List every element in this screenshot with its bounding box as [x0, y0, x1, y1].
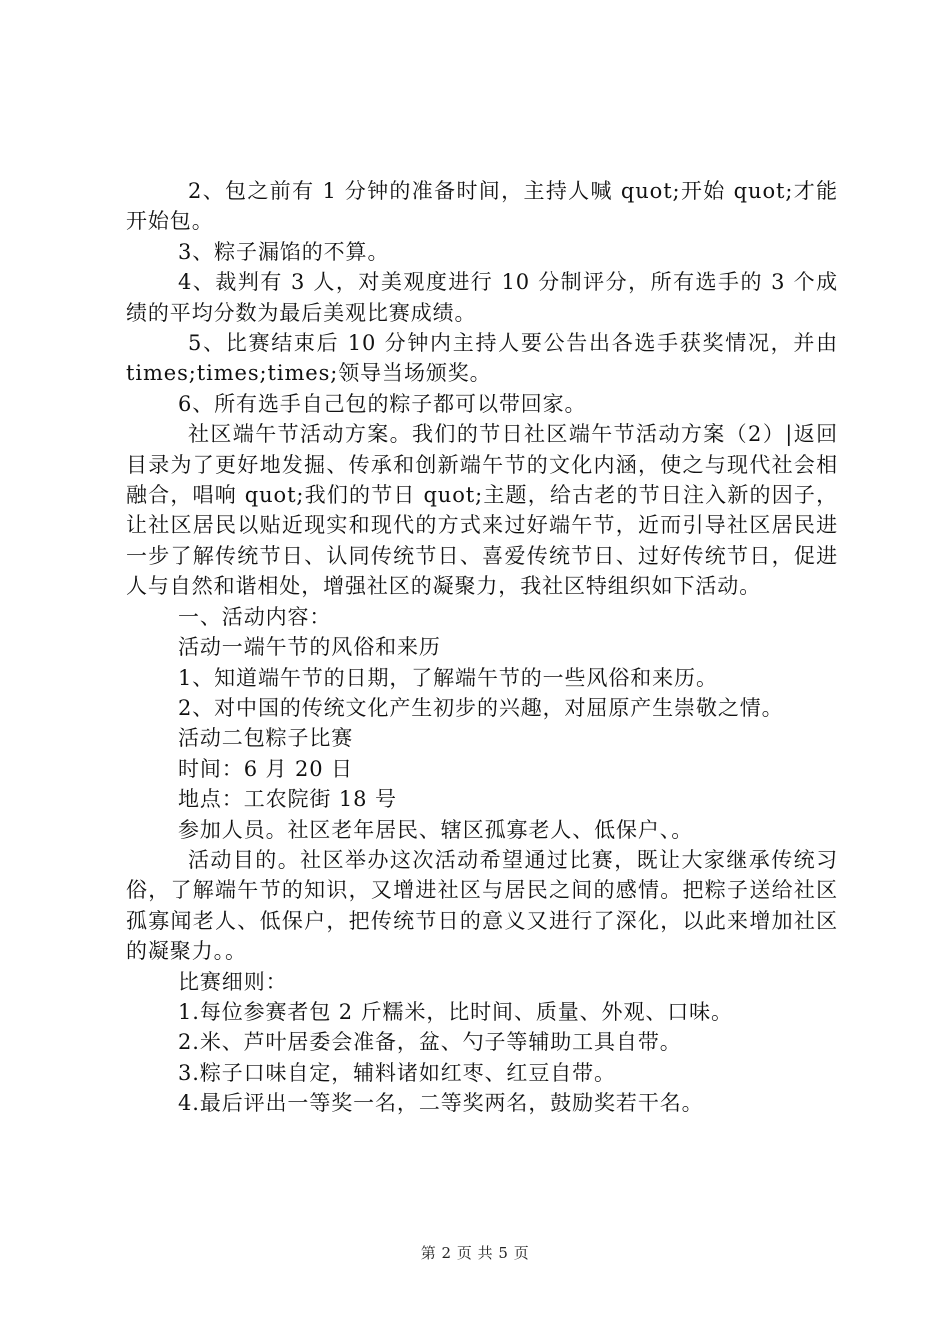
paragraph-rule-4: 4、裁判有 3 人，对美观度进行 10 分制评分，所有选手的 3 个成绩的平均分数为最后美观比赛成绩。: [126, 270, 838, 325]
activity-purpose: 活动目的。社区举办这次活动希望通过比赛，既让大家继承传统习俗，了解端午节的知识，又增进社区与居民之间的感情。把粽子送给社区孤寡闻老人、低保户，把传统节日的意义又进行了深化，以此来增加社区的凝聚力。。: [126, 847, 838, 964]
activity-one-item-2: 2、对中国的传统文化产生初步的兴趣，对屈原产生崇敬之情。: [178, 695, 784, 720]
rules-item-4: 4.最后评出一等奖一名，二等奖两名，鼓励奖若干名。: [178, 1091, 704, 1116]
activity-two-title: 活动二包粽子比赛: [178, 726, 354, 751]
section-heading-activities: 一、活动内容：: [178, 604, 332, 629]
rules-item-1: 1.每位参赛者包 2 斤糯米，比时间、质量、外观、口味。: [178, 999, 733, 1024]
rules-heading: 比赛细则：: [178, 969, 288, 994]
paragraph-rule-5: 5、比赛结束后 10 分钟内主持人要公告出各选手获奖情况，并由 times;times;times;领导当场颁奖。: [126, 331, 838, 386]
document-body: [126, 176, 838, 1119]
activity-time: 时间：6 月 20 日: [178, 756, 354, 781]
activity-participants: 参加人员。社区老年居民、辖区孤寡老人、低保户、。: [178, 817, 694, 842]
rules-item-2: 2.米、芦叶居委会准备，盆、勺子等辅助工具自带。: [178, 1030, 682, 1055]
activity-one-title: 活动一端午节的风俗和来历: [178, 635, 441, 660]
paragraph-intro: 社区端午节活动方案。我们的节日社区端午节活动方案（2）|返回目录为了更好地发掘、传承和创新端午节的文化内涵，使之与现代社会相融合，唱响 quot;我们的节日 quot;主题，给古老的节日注入新的因子，让社区居民以贴近现实和现代的方式来过好端午节，近而引导社区居民进一步了解传统节日、认同传统节日、喜爱传统节日、过好传统节日，促进人与自然和谐相处，增强社区的凝聚力，我社区特组织如下活动。: [126, 422, 838, 599]
activity-location: 地点：工农院街 18 号: [178, 787, 397, 812]
paragraph-rule-2: 2、包之前有 1 分钟的准备时间，主持人喊 quot;开始 quot;才能开始包。: [126, 179, 838, 234]
page-number-footer: 第 2 页 共 5 页: [420, 1244, 530, 1262]
paragraph-rule-3: 3、粽子漏馅的不算。: [178, 239, 390, 264]
activity-one-item-1: 1、知道端午节的日期，了解端午节的一些风俗和来历。: [178, 665, 718, 690]
paragraph-rule-6: 6、所有选手自己包的粽子都可以带回家。: [178, 391, 587, 416]
rules-item-3: 3.粽子口味自定，辅料诸如红枣、红豆自带。: [178, 1060, 616, 1085]
